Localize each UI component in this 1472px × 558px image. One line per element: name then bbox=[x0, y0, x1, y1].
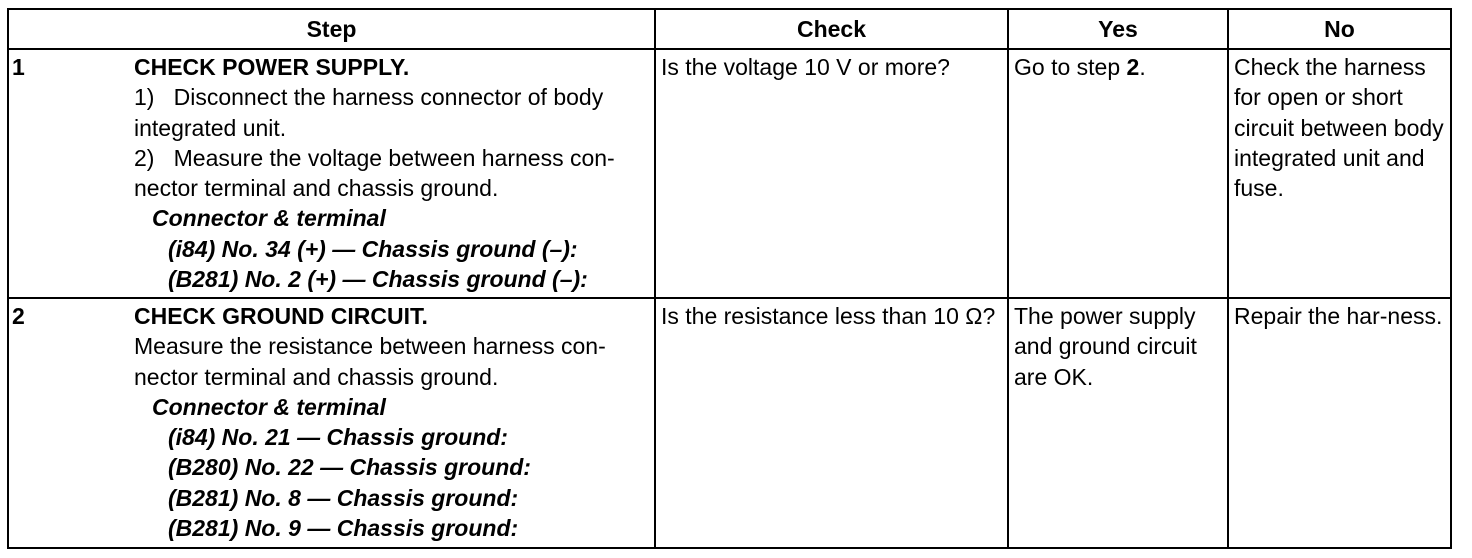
step-line: 1) Disconnect the harness connector of body bbox=[134, 84, 604, 111]
step-line: integrated unit. bbox=[134, 114, 287, 141]
yes-cell: The power supply and ground circuit are OK. bbox=[1008, 298, 1228, 548]
step-line: Measure the resistance between harness con- bbox=[134, 333, 606, 360]
check-cell: Is the voltage 10 V or more? bbox=[655, 49, 1008, 298]
no-cell: Check the harness for open or short circuit between body integrated unit and fuse. bbox=[1228, 49, 1451, 298]
header-check: Check bbox=[655, 9, 1008, 49]
diagnostic-table bbox=[7, 8, 1452, 549]
step-number: 1 bbox=[12, 54, 25, 80]
terminal-line: (B281) No. 2 (+) — Chassis ground (–): bbox=[168, 266, 588, 293]
step-line: 2) Measure the voltage between harness con- bbox=[134, 144, 615, 171]
step-title: CHECK POWER SUPPLY. bbox=[134, 54, 410, 80]
yes-suffix: . bbox=[1139, 54, 1146, 80]
step-title: CHECK GROUND CIRCUIT. bbox=[134, 303, 428, 329]
terminal-line: (B281) No. 9 — Chassis ground: bbox=[168, 515, 519, 542]
step-cell bbox=[8, 49, 655, 298]
step-line: nector terminal and chassis ground. bbox=[134, 363, 499, 390]
terminal-line: (B280) No. 22 — Chassis ground: bbox=[168, 454, 531, 481]
step-cell bbox=[8, 298, 655, 548]
terminal-line: (B281) No. 8 — Chassis ground: bbox=[168, 484, 519, 511]
table-row bbox=[8, 49, 1451, 298]
check-cell: Is the resistance less than 10 Ω? bbox=[655, 298, 1008, 548]
header-row bbox=[8, 9, 1451, 49]
step-number: 2 bbox=[12, 303, 25, 329]
table-row bbox=[8, 298, 1451, 548]
yes-cell bbox=[1008, 49, 1228, 298]
no-cell: Repair the har-ness. bbox=[1228, 298, 1451, 548]
header-no: No bbox=[1228, 9, 1451, 49]
yes-step-ref: 2 bbox=[1126, 54, 1140, 80]
diagnostic-table-wrapper bbox=[7, 8, 1452, 549]
step-line: nector terminal and chassis ground. bbox=[134, 175, 499, 202]
connector-label: Connector & terminal bbox=[152, 393, 386, 420]
terminal-line: (i84) No. 34 (+) — Chassis ground (–): bbox=[168, 235, 578, 262]
header-step: Step bbox=[8, 9, 655, 49]
yes-prefix: Go to step bbox=[1014, 54, 1127, 80]
connector-label: Connector & terminal bbox=[152, 205, 386, 232]
terminal-line: (i84) No. 21 — Chassis ground: bbox=[168, 424, 508, 451]
header-yes: Yes bbox=[1008, 9, 1228, 49]
